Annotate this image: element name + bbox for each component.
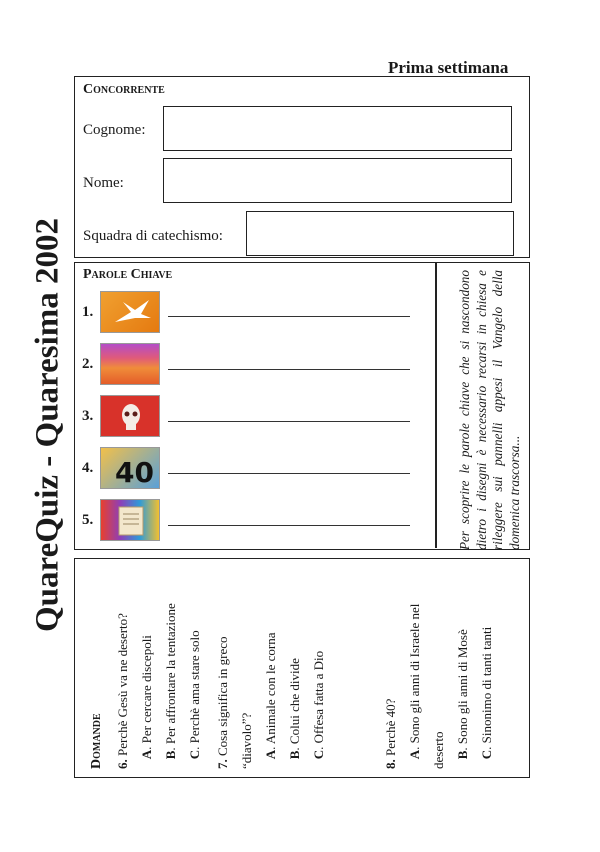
option-8a[interactable]: A. Sono gli anni di Israele nel: [407, 603, 422, 760]
keyword-answer-line[interactable]: [168, 369, 410, 370]
option-8a-cont: deserto: [431, 731, 446, 769]
contestant-panel: [74, 76, 530, 258]
dove-icon: [100, 291, 160, 333]
question-6: 6. Perchè Gesù va ne deserto?: [115, 613, 130, 769]
keyword-number: 5.: [82, 512, 94, 528]
skull-icon: [100, 395, 160, 437]
option-6b[interactable]: B. Per affrontare la tentazione: [163, 603, 178, 760]
keywords-heading: Parole Chiave: [83, 267, 173, 282]
keyword-number: 1.: [82, 304, 94, 320]
keyword-number: 4.: [82, 460, 94, 476]
desert-landscape-icon: [100, 343, 160, 385]
questions-content: [85, 569, 525, 769]
name-field[interactable]: [163, 158, 512, 203]
team-label: Squadra di catechismo:: [83, 228, 223, 244]
option-7c[interactable]: C. Offesa fatta a Dio: [311, 650, 326, 760]
number-forty-icon: [100, 447, 160, 489]
question-7-cont: “diavolo”?: [239, 712, 254, 769]
scroll-icon: [100, 499, 160, 541]
svg-text:40: 40: [115, 456, 154, 489]
keywords-instructions: Per scoprire le parole chiave che si nascondono dietro i disegni è necessario recarsi in chiesa e rileggere sui pannelli appesi il Vangelo della domenica trascorsa...: [457, 270, 522, 550]
surname-field[interactable]: [163, 106, 512, 151]
team-field[interactable]: [246, 211, 514, 256]
question-block-8: [379, 569, 499, 769]
questions-panel: [74, 558, 530, 778]
question-block-7: [211, 569, 331, 769]
question-block-6: [111, 569, 207, 769]
week-label: Prima settimana: [388, 58, 509, 77]
keyword-answer-line[interactable]: [168, 316, 410, 317]
question-8: 8. Perchè 40?: [383, 698, 398, 769]
name-label: Nome:: [83, 175, 124, 191]
questions-heading: Domande: [89, 713, 104, 769]
option-7a[interactable]: A. Animale con le corna: [263, 632, 278, 760]
question-7: 7. Cosa significa in greco: [215, 636, 230, 769]
option-8c[interactable]: C. Sinonimo di tanti tanti: [479, 626, 494, 760]
keyword-answer-line[interactable]: [168, 525, 410, 526]
page-title: QuareQuiz - Quaresima 2002: [29, 217, 66, 633]
keyword-answer-line[interactable]: [168, 473, 410, 474]
option-6c[interactable]: C. Perchè ama stare solo: [187, 630, 202, 760]
keyword-number: 3.: [82, 408, 94, 424]
option-6a[interactable]: A. Per cercare discepoli: [139, 635, 154, 760]
surname-label: Cognome:: [83, 122, 146, 138]
option-7b[interactable]: B. Colui che divide: [287, 658, 302, 760]
keywords-divider: [435, 263, 437, 548]
contestant-heading: Concorrente: [83, 82, 165, 97]
option-8b[interactable]: B. Sono gli anni di Mosè: [455, 629, 470, 760]
keyword-number: 2.: [82, 356, 94, 372]
keyword-answer-line[interactable]: [168, 421, 410, 422]
